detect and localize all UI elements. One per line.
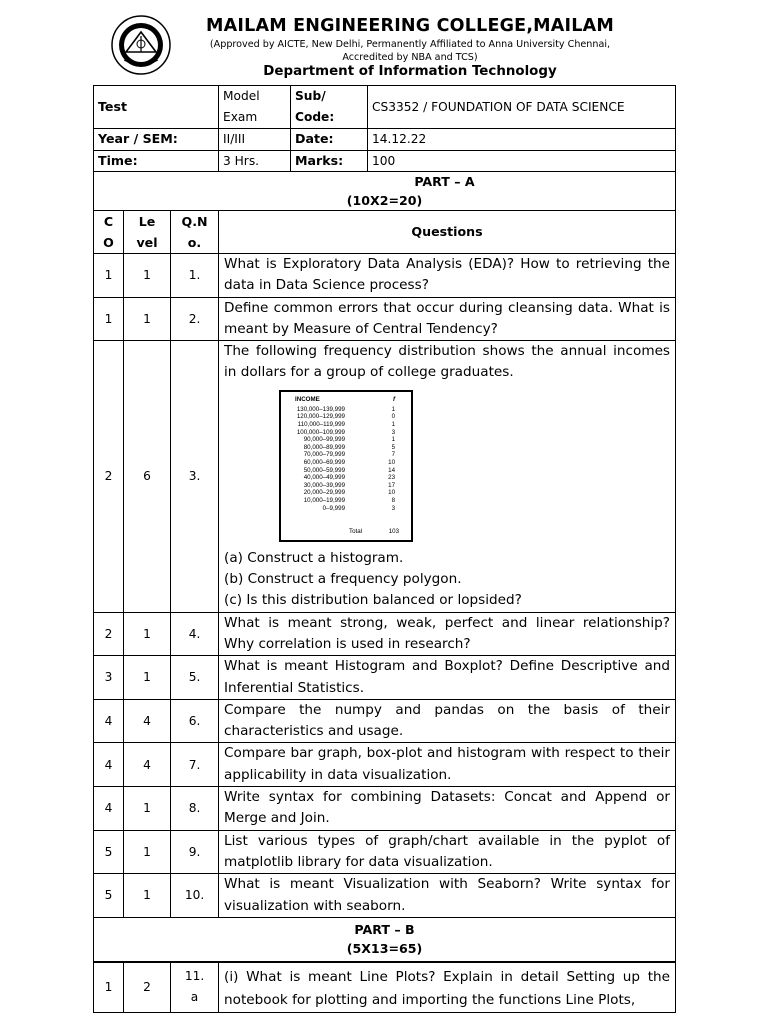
question-number: 10. xyxy=(171,874,219,918)
question-number: 7. xyxy=(171,743,219,787)
question-level: 4 xyxy=(124,743,171,787)
time-value: 3 Hrs. xyxy=(219,150,291,172)
freq-income: 50,000–59,999 xyxy=(303,466,346,474)
info-row-test xyxy=(94,86,676,129)
freq-income: 70,000–79,999 xyxy=(303,451,346,459)
freq-income: 30,000–39,999 xyxy=(303,481,346,489)
test-value: Model Exam xyxy=(219,86,291,129)
freq-row xyxy=(281,497,407,505)
freq-f: 1 xyxy=(391,405,396,413)
freq-total-value: 103 xyxy=(388,528,400,536)
freq-income: 80,000–89,999 xyxy=(303,443,346,451)
freq-row xyxy=(281,467,407,475)
question-number: 11. a xyxy=(171,962,219,1013)
question-row xyxy=(94,254,676,298)
question-row xyxy=(94,962,676,1013)
question-level: 6 xyxy=(124,341,171,612)
question-co: 2 xyxy=(94,341,124,612)
freq-row xyxy=(281,413,407,421)
question-sub-a: (a) Construct a histogram. xyxy=(224,549,404,566)
question-text: (i) What is meant Line Plots? Explain in detail Setting up the notebook for plotting and importing the functions Line Plots, xyxy=(219,962,676,1013)
info-row-year xyxy=(94,129,676,151)
question-level: 1 xyxy=(124,254,171,298)
freq-row xyxy=(281,505,407,513)
level-header: Level xyxy=(124,211,171,254)
approval-text xyxy=(150,38,670,64)
question-number: 6. xyxy=(171,699,219,743)
question-text: The following frequency distribution shows the annual incomes in dollars for a group of college graduates. xyxy=(224,343,671,381)
year-label: Year / SEM: xyxy=(94,129,219,151)
question-co: 4 xyxy=(94,699,124,743)
question-co: 5 xyxy=(94,874,124,918)
question-co: 1 xyxy=(94,962,124,1013)
question-text: Write syntax for combining Datasets: Concat and Append or Merge and Join. xyxy=(219,787,676,831)
part-b-heading xyxy=(94,917,676,962)
column-header-row xyxy=(94,211,676,254)
freq-f: 1 xyxy=(391,420,396,428)
part-a-title: PART – A xyxy=(414,174,475,189)
freq-income: 100,000–109,999 xyxy=(296,428,346,436)
question-text: What is meant Visualization with Seaborn? Write syntax for visualization with seaborn. xyxy=(219,874,676,918)
freq-f: 5 xyxy=(391,443,396,451)
question-row xyxy=(94,612,676,656)
freq-f: 14 xyxy=(388,466,396,474)
question-level: 4 xyxy=(124,699,171,743)
question-co: 1 xyxy=(94,297,124,341)
info-row-time xyxy=(94,150,676,172)
approval-line-1: (Approved by AICTE, New Delhi, Permanently Affiliated to Anna University Chennai, xyxy=(209,39,611,50)
question-cell xyxy=(219,341,676,612)
freq-income: 10,000–19,999 xyxy=(303,496,346,504)
question-co: 5 xyxy=(94,830,124,874)
question-text: Compare the numpy and pandas on the basis of their characteristics and usage. xyxy=(219,699,676,743)
question-row xyxy=(94,830,676,874)
date-label: Date: xyxy=(291,129,368,151)
freq-f: 10 xyxy=(388,489,396,497)
question-level: 1 xyxy=(124,874,171,918)
question-co: 2 xyxy=(94,612,124,656)
question-number: 2. xyxy=(171,297,219,341)
question-co: 1 xyxy=(94,254,124,298)
question-co: 3 xyxy=(94,656,124,700)
question-level: 1 xyxy=(124,612,171,656)
page-header xyxy=(0,0,768,86)
question-level: 1 xyxy=(124,787,171,831)
question-co: 4 xyxy=(94,743,124,787)
date-value: 14.12.22 xyxy=(368,129,676,151)
approval-line-2: Accredited by NBA and TCS) xyxy=(342,52,478,63)
test-label: Test xyxy=(94,86,219,129)
frequency-table-image xyxy=(279,390,413,542)
question-number: 3. xyxy=(171,341,219,612)
freq-income: 60,000–69,999 xyxy=(303,458,346,466)
freq-row xyxy=(281,429,407,437)
question-number: 1. xyxy=(171,254,219,298)
freq-rows xyxy=(281,406,407,512)
question-row xyxy=(94,699,676,743)
part-a-heading xyxy=(94,172,676,211)
co-header: CO xyxy=(94,211,124,254)
freq-f: 23 xyxy=(388,474,396,482)
question-text: What is meant Histogram and Boxplot? Define Descriptive and Inferential Statistics. xyxy=(219,656,676,700)
question-row xyxy=(94,656,676,700)
freq-f-header: f xyxy=(392,395,396,403)
freq-row xyxy=(281,482,407,490)
question-text: Compare bar graph, box-plot and histogram with respect to their applicability in data visualization. xyxy=(219,743,676,787)
question-row xyxy=(94,743,676,787)
freq-income: 40,000–49,999 xyxy=(303,474,346,482)
freq-f: 3 xyxy=(391,504,396,512)
question-row xyxy=(94,874,676,918)
marks-value: 100 xyxy=(368,150,676,172)
freq-f: 17 xyxy=(388,481,396,489)
qno-header: Q.No. xyxy=(171,211,219,254)
freq-row xyxy=(281,406,407,414)
part-b-title: PART – B xyxy=(354,921,415,937)
freq-row xyxy=(281,451,407,459)
freq-income-header: INCOME xyxy=(295,395,320,403)
freq-row xyxy=(281,421,407,429)
question-level: 1 xyxy=(124,830,171,874)
freq-f: 0 xyxy=(391,413,396,421)
question-row xyxy=(94,787,676,831)
freq-income: 130,000–139,999 xyxy=(296,405,346,413)
question-level: 1 xyxy=(124,297,171,341)
freq-income: 0–9,999 xyxy=(322,504,346,512)
question-row xyxy=(94,297,676,341)
question-text: What is Exploratory Data Analysis (EDA)? How to retrieving the data in Data Science process? xyxy=(219,254,676,298)
question-text: Define common errors that occur during cleansing data. What is meant by Measure of Central Tendency? xyxy=(219,297,676,341)
freq-income: 90,000–99,999 xyxy=(303,436,346,444)
sub-code-label: Sub/ Code: xyxy=(291,86,368,129)
sub-code-value: CS3352 / FOUNDATION OF DATA SCIENCE xyxy=(368,86,676,129)
freq-row xyxy=(281,459,407,467)
freq-total-label: Total xyxy=(349,528,363,536)
question-row xyxy=(94,341,676,612)
question-text: List various types of graph/chart available in the pyplot of matplotlib library for data visualization. xyxy=(219,830,676,874)
freq-row xyxy=(281,436,407,444)
question-co: 4 xyxy=(94,787,124,831)
college-name: MAILAM ENGINEERING COLLEGE,MAILAM xyxy=(206,16,614,36)
exam-table xyxy=(93,85,676,1013)
freq-f: 10 xyxy=(388,458,396,466)
question-number: 4. xyxy=(171,612,219,656)
freq-f: 3 xyxy=(391,428,396,436)
freq-income: 110,000–119,999 xyxy=(297,420,346,428)
department-name: Department of Information Technology xyxy=(263,64,557,79)
question-text: What is meant strong, weak, perfect and linear relationship? Why correlation is used in research? xyxy=(219,612,676,656)
question-level: 2 xyxy=(124,962,171,1013)
question-level: 1 xyxy=(124,656,171,700)
freq-row xyxy=(281,444,407,452)
question-number: 5. xyxy=(171,656,219,700)
question-sub-c: (c) Is this distribution balanced or lopsided? xyxy=(224,592,522,609)
freq-row xyxy=(281,474,407,482)
freq-income: 20,000–29,999 xyxy=(303,489,346,497)
question-sub-b: (b) Construct a frequency polygon. xyxy=(224,571,462,588)
part-a-marks: (10X2=20) xyxy=(346,193,423,208)
marks-label: Marks: xyxy=(291,150,368,172)
freq-f: 8 xyxy=(391,496,396,504)
freq-row xyxy=(281,489,407,497)
question-number: 8. xyxy=(171,787,219,831)
year-value: II/III xyxy=(219,129,291,151)
time-label: Time: xyxy=(94,150,219,172)
freq-income: 120,000–129,999 xyxy=(296,413,346,421)
question-number: 9. xyxy=(171,830,219,874)
questions-header: Questions xyxy=(219,211,676,254)
part-b-marks: (5X13=65) xyxy=(346,940,423,956)
freq-f: 7 xyxy=(391,451,396,459)
freq-f: 1 xyxy=(391,436,396,444)
